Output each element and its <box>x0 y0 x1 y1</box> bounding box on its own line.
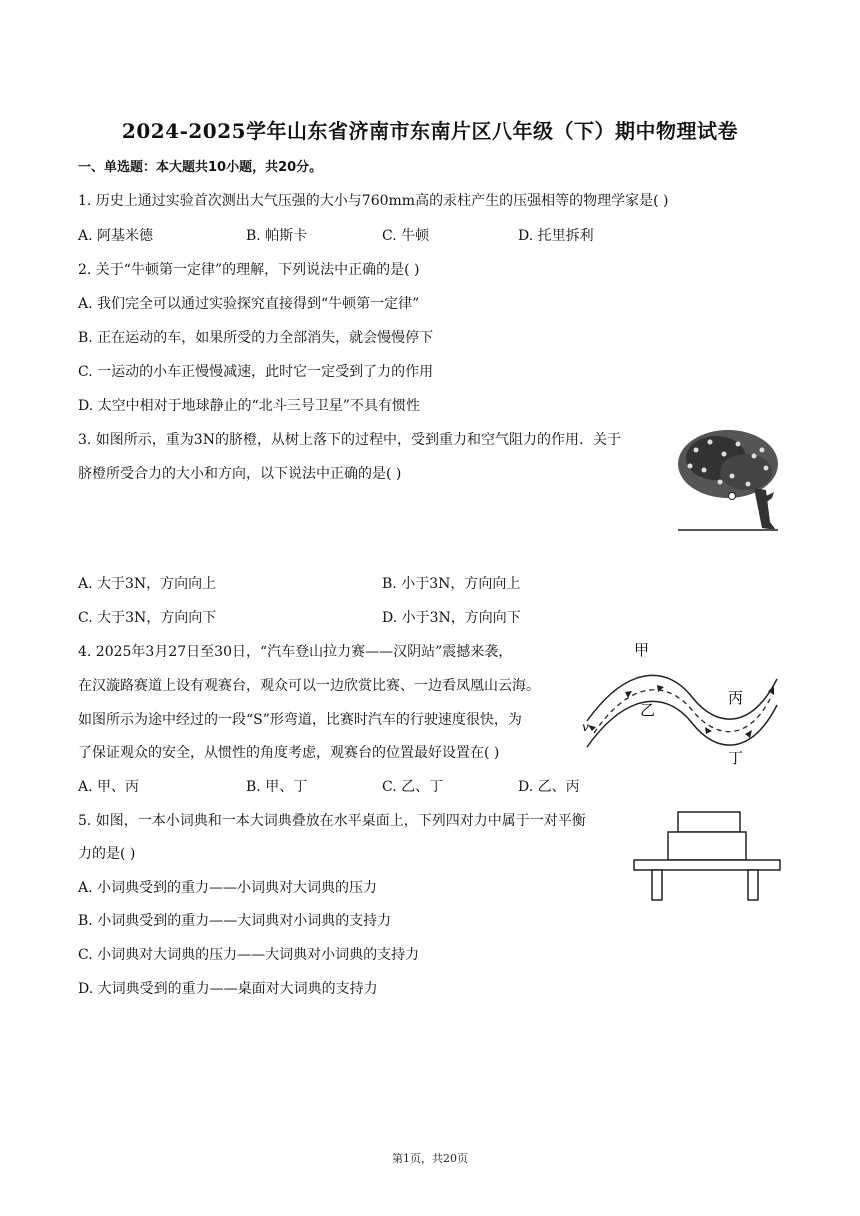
small-dictionary <box>678 812 740 832</box>
s-curve-road-figure <box>582 635 782 767</box>
question-4-stem-line-1: 4. 2025年3月27日至30日，“汽车登山拉力赛——汉阴站”震撼来袭， <box>78 644 513 660</box>
label-bing: 丙 <box>728 689 744 707</box>
page-title: 2024-2025学年山东省济南市东南片区八年级（下）期中物理试卷 <box>121 119 739 143</box>
table-leg-right <box>748 870 758 900</box>
question-4-stem-line-3: 如图所示为途中经过的一段“S”形弯道，比赛时汽车的行驶速度很快，为 <box>78 712 522 728</box>
table-top <box>634 860 780 870</box>
question-1-stem: 1. 历史上通过实验首次测出大气压强的大小与760mm高的汞柱产生的压强相等的物理学家是( ) <box>78 193 669 209</box>
question-3-option-d: D. 小于3N，方向向下 <box>382 610 521 626</box>
label-ding: 丁 <box>728 749 744 767</box>
question-3-stem-line-1: 3. 如图所示，重为3N的脐橙，从树上落下的过程中，受到重力和空气阻力的作用．关于 <box>78 432 621 448</box>
question-4-stem-line-4: 了保证观众的安全，从惯性的角度考虑，观赛台的位置最好设置在( ) <box>78 745 500 761</box>
stacked-dictionaries-figure <box>630 808 782 904</box>
question-4-option-c: C. 乙、丁 <box>382 779 444 795</box>
orange-tree-figure <box>676 428 780 532</box>
question-5-option-c: C. 小词典对大词典的压力——大词典对小词典的支持力 <box>78 947 420 963</box>
question-1-option-a: A. 阿基米德 <box>78 228 154 244</box>
question-5-stem-line-2: 力的是( ) <box>78 846 136 862</box>
label-v: v <box>582 720 589 734</box>
question-5-option-a: A. 小词典受到的重力——小词典对大词典的压力 <box>78 880 378 896</box>
question-2-option-a: A. 我们完全可以通过实验探究直接得到“牛顿第一定律” <box>78 296 420 312</box>
question-3-option-b: B. 小于3N，方向向上 <box>382 576 521 592</box>
question-1-option-c: C. 牛顿 <box>382 228 430 244</box>
question-3-option-c: C. 大于3N，方向向下 <box>78 610 217 626</box>
table-leg-left <box>652 870 662 900</box>
section-heading: 一、单选题：本大题共10小题，共20分。 <box>78 160 323 175</box>
question-5-stem-line-1: 5. 如图，一本小词典和一本大词典叠放在水平桌面上，下列四对力中属于一对平衡 <box>78 813 586 829</box>
question-4-option-a: A. 甲、丙 <box>78 779 140 795</box>
question-2-option-d: D. 太空中相对于地球静止的“北斗三号卫星”不具有惯性 <box>78 398 420 414</box>
question-5-option-b: B. 小词典受到的重力——大词典对小词典的支持力 <box>78 913 392 929</box>
question-4-option-d: D. 乙、丙 <box>518 779 580 795</box>
question-2-option-b: B. 正在运动的车，如果所受的力全部消失，就会慢慢停下 <box>78 330 434 346</box>
question-3-stem-line-2: 脐橙所受合力的大小和方向，以下说法中正确的是( ) <box>78 466 402 482</box>
question-4-option-b: B. 甲、丁 <box>246 779 308 795</box>
question-5-option-d: D. 大词典受到的重力——桌面对大词典的支持力 <box>78 981 378 997</box>
question-1-option-b: B. 帕斯卡 <box>246 228 308 244</box>
question-3-option-a: A. 大于3N，方向向上 <box>78 576 217 592</box>
label-yi: 乙 <box>640 701 656 719</box>
page-footer: 第1页，共20页 <box>392 1152 468 1165</box>
question-1-option-d: D. 托里拆利 <box>518 228 594 244</box>
large-dictionary <box>668 832 746 860</box>
question-2-stem: 2. 关于“牛顿第一定律”的理解，下列说法中正确的是( ) <box>78 262 420 278</box>
question-2-option-c: C. 一运动的小车正慢慢减速，此时它一定受到了力的作用 <box>78 364 434 380</box>
label-jia: 甲 <box>634 641 650 659</box>
question-4-stem-line-2: 在汉漩路赛道上设有观赛台，观众可以一边欣赏比赛、一边看凤凰山云海。 <box>78 678 540 694</box>
